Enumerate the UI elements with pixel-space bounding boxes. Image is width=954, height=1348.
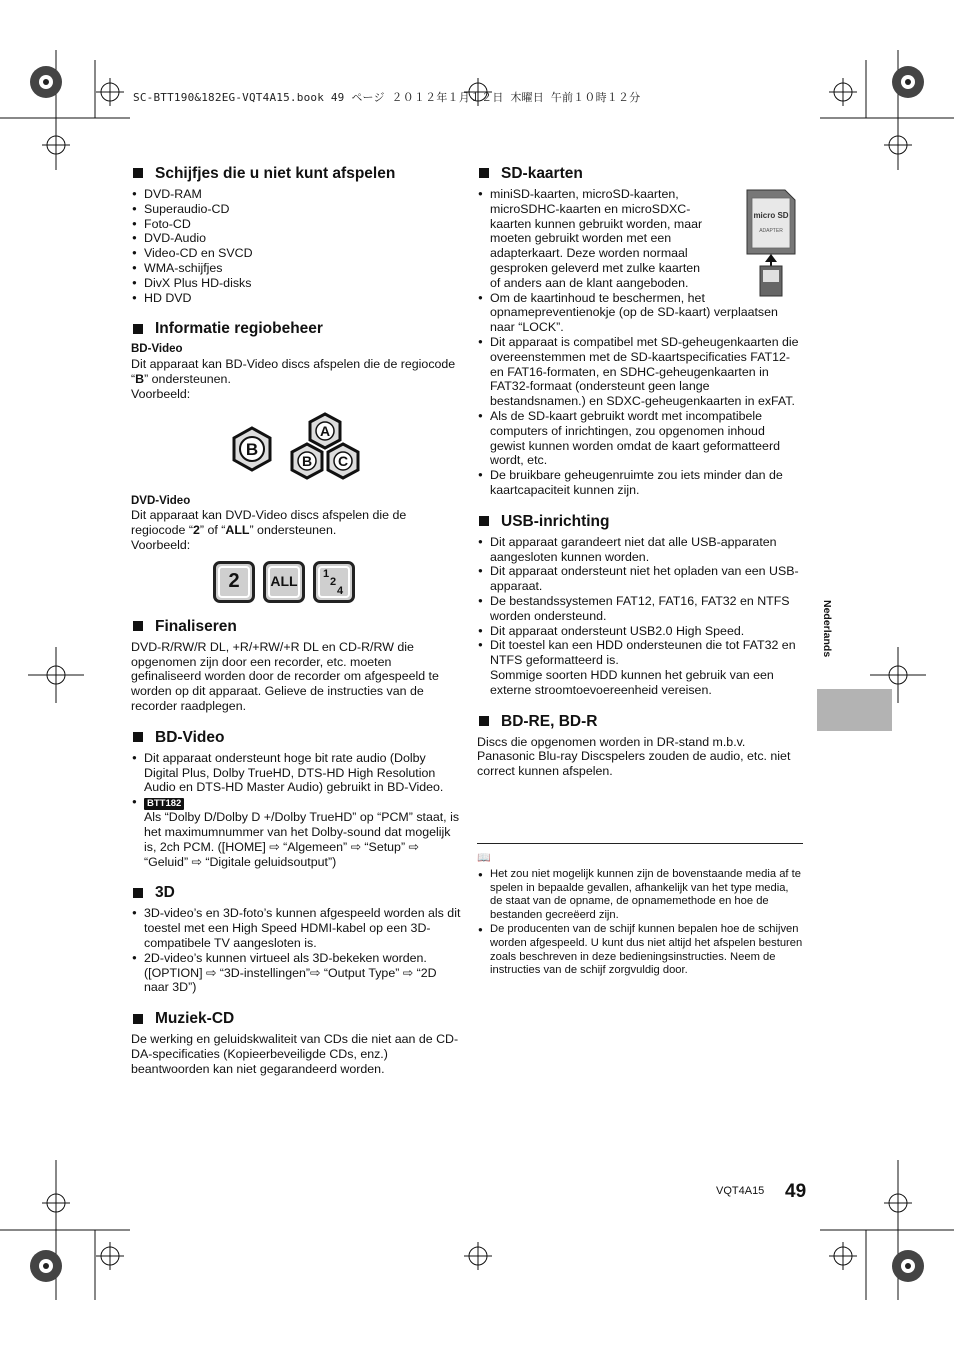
- sd-adapter-card-icon: [743, 188, 799, 298]
- bd-region-abc-icon: [288, 412, 362, 486]
- model-tag: BTT182: [144, 798, 184, 810]
- list-item: ● Als de SD-kaart gebruikt wordt met incompatibele computers of inrichtingen, zou opgenomen inhoud gewist kunnen worden omdat de kaart geformatteerd wordt, etc.: [477, 409, 803, 468]
- list-item: ● Dit apparaat garandeert niet dat alle USB-apparaten aangesloten kunnen worden.: [477, 535, 803, 565]
- list-item: ● Dit apparaat ondersteunt niet het opladen van een USB-apparaat.: [477, 564, 803, 594]
- list-item: ● Foto-CD: [131, 217, 461, 232]
- dvd-region-all-icon: ALL: [263, 561, 305, 603]
- section-bd-re: [477, 712, 803, 779]
- svg-text:B: B: [245, 439, 259, 459]
- bd-video-subheading: BD-Video: [131, 343, 183, 356]
- unplayable-list: [131, 187, 461, 305]
- finalize-text: DVD-R/RW/R DL, +R/+RW/+R DL en CD-R/RW die opgenomen zijn door een recorder, etc. moeten gefinaliseerd worden door de recorder om afgespeeld te worden op dit apparaat. Gelieve de instructies van de recorder raadplegen.: [131, 639, 439, 713]
- list-item: ● De bruikbare geheugenruimte zou iets minder dan de kaartcapaciteit kunnen zijn.: [477, 468, 803, 498]
- list-item: ● Om de kaartinhoud te beschermen, het opnamepreventienokje (op de SD-kaart) verplaatsen naar “LOCK”.: [477, 291, 803, 335]
- list-item: ● Dit toestel kan een HDD ondersteunen die tot FAT32 en NTFS geformatteerd is.: [477, 638, 803, 668]
- list-item: ● miniSD-kaarten, microSD-kaarten, microSDHC-kaarten en microSDXC-kaarten kunnen gebruikt worden, maar moeten gebruikt worden met een adapterkaart. Deze worden normaal gesproken geleverd met zulke kaarten of anders aan de klant aangeboden.: [477, 187, 803, 291]
- section-finalize: [131, 617, 461, 714]
- section-title: Finaliseren: [155, 617, 237, 635]
- list-item: ● 2D-video’s kunnen virtueel als 3D-bekeken worden. ([OPTION] ⇨ “3D-instellingen”⇨ “Output Type” ⇨ “2D naar 3D”): [131, 951, 461, 995]
- page-number: 49: [785, 1181, 807, 1202]
- model-code: VQT4A15: [716, 1185, 765, 1197]
- dvd-region-multi-icon: 1 2 4: [313, 561, 355, 603]
- svg-text:ADAPTER: ADAPTER: [759, 228, 783, 234]
- list-item: ● DVD-Audio: [131, 231, 461, 246]
- list-item: ● 3D-video’s en 3D-foto’s kunnen afgespeeld worden als dit toestel met een High Speed HDMI-kabel op een 3D-compatibele TV aangesloten is.: [131, 906, 461, 950]
- section-title: USB-inrichting: [501, 512, 610, 530]
- bd-region-b-icon: [230, 426, 274, 472]
- dvd-region-2-icon: 2: [213, 561, 255, 603]
- section-3d: [131, 883, 461, 995]
- bd-re-text: Discs die opgenomen worden in DR-stand m.b.v. Panasonic Blu-ray Discspelers zouden de audio, etc. niet correct kunnen afspelen.: [477, 734, 791, 779]
- note-item: ● Het zou niet mogelijk kunnen zijn de bovenstaande media af te spelen in bepaalde gevallen, afhankelijk van het type media, de staat van de opname, de opnamemethode en hoe de bestanden gecreëerd zijn.: [477, 868, 803, 923]
- bd-region-text: Dit apparaat kan BD-Video discs afspelen die de regiocode “B” ondersteunen.: [131, 357, 456, 386]
- section-title: BD-Video: [155, 728, 225, 746]
- print-header: SC-BTT190&182EG-VQT4A15.book 49 ページ ２０１２年１月１２日 木曜日 午前１０時１２分: [133, 91, 641, 104]
- notes-section: [477, 852, 803, 978]
- example-label: Voorbeeld:: [131, 386, 191, 401]
- section-music-cd: [131, 1009, 461, 1076]
- dvd-region-text: Dit apparaat kan DVD-Video discs afspelen die de regiocode “2” of “ALL” ondersteunen.: [131, 508, 407, 538]
- book-icon: 📖: [477, 852, 491, 864]
- list-item: ● Dit apparaat ondersteunt USB2.0 High Speed.: [477, 624, 803, 639]
- notes-divider: [477, 843, 803, 844]
- section-unplayable: [131, 164, 461, 305]
- music-cd-text: De werking en geluidskwaliteit van CDs die niet aan de CD-DA-specificaties (Kopieerbeveiligde CDs, enz.) beantwoorden kan niet gegarandeerd worden.: [131, 1032, 459, 1076]
- section-title: 3D: [155, 884, 175, 902]
- list-item: ● HD DVD: [131, 291, 461, 306]
- list-item: ● Superaudio-CD: [131, 202, 461, 217]
- list-item: ● DVD-RAM: [131, 187, 461, 202]
- svg-text:A: A: [319, 422, 331, 439]
- dvd-region-badges: [213, 561, 461, 603]
- language-tab: [817, 689, 892, 731]
- section-title: Muziek-CD: [155, 1010, 235, 1028]
- svg-text:C: C: [337, 452, 349, 469]
- list-item: ● Video-CD en SVCD: [131, 246, 461, 261]
- usb-extra: Sommige soorten HDD kunnen het gebruik van een externe stroomtoevoereenheid vereisen.: [490, 667, 774, 697]
- list-item: ● De bestandssystemen FAT12, FAT16, FAT32 en NTFS worden ondersteund.: [477, 594, 803, 624]
- list-item: ● Dit apparaat ondersteunt hoge bit rate audio (Dolby Digital Plus, Dolby TrueHD, DTS-HD High Resolution Audio en DTS-HD Master Audio) gebruikt in BD-Video.: [131, 751, 461, 795]
- note-item: ● De producenten van de schijf kunnen bepalen hoe de schijven worden afgespeeld. U kunt dus niet altijd het afspelen besturen zoals beschreven in deze bedieningsinstructies. Neem de instructies van de schijf zorgvuldig door.: [477, 923, 803, 978]
- section-bd-video: [131, 728, 461, 870]
- svg-text:micro SD: micro SD: [753, 211, 789, 220]
- section-title: Schijfjes die u niet kunt afspelen: [155, 165, 396, 182]
- list-item: ● WMA-schijfjes: [131, 261, 461, 276]
- section-title: SD-kaarten: [501, 165, 583, 182]
- list-item: ● Dit apparaat is compatibel met SD-geheugenkaarten die overeenstemmen met de SD-kaartspecificaties FAT12- en FAT16-formaten, en SDHC-geheugenkaarten in FAT32-formaat (ondersteunt geen lange bestandsnamen.) en SDXC-geheugenkaarten in exFAT.: [477, 335, 803, 409]
- bd-region-logos: [131, 412, 461, 486]
- section-title: BD-RE, BD-R: [501, 712, 598, 730]
- list-item: ● BTT182 Als “Dolby D/Dolby D +/Dolby TrueHD” op “PCM” staat, is het maximumnummer van het Dolby-sound dat mogelijk is, 2ch PCM. ([HOME] ⇨ “Algemeen” ⇨ “Setup” ⇨ “Geluid” ⇨ “Digitale geluidsoutput”): [131, 795, 461, 869]
- dvd-video-subheading: DVD-Video: [131, 494, 191, 507]
- svg-text:B: B: [301, 452, 313, 469]
- section-title: Informatie regiobeheer: [155, 320, 323, 338]
- list-item: ● DivX Plus HD-disks: [131, 276, 461, 291]
- left-column: [131, 164, 461, 1090]
- language-tab-label: Nederlands: [821, 600, 833, 658]
- section-region: [131, 319, 461, 602]
- example-label: Voorbeeld:: [131, 537, 191, 552]
- section-usb: [477, 512, 803, 698]
